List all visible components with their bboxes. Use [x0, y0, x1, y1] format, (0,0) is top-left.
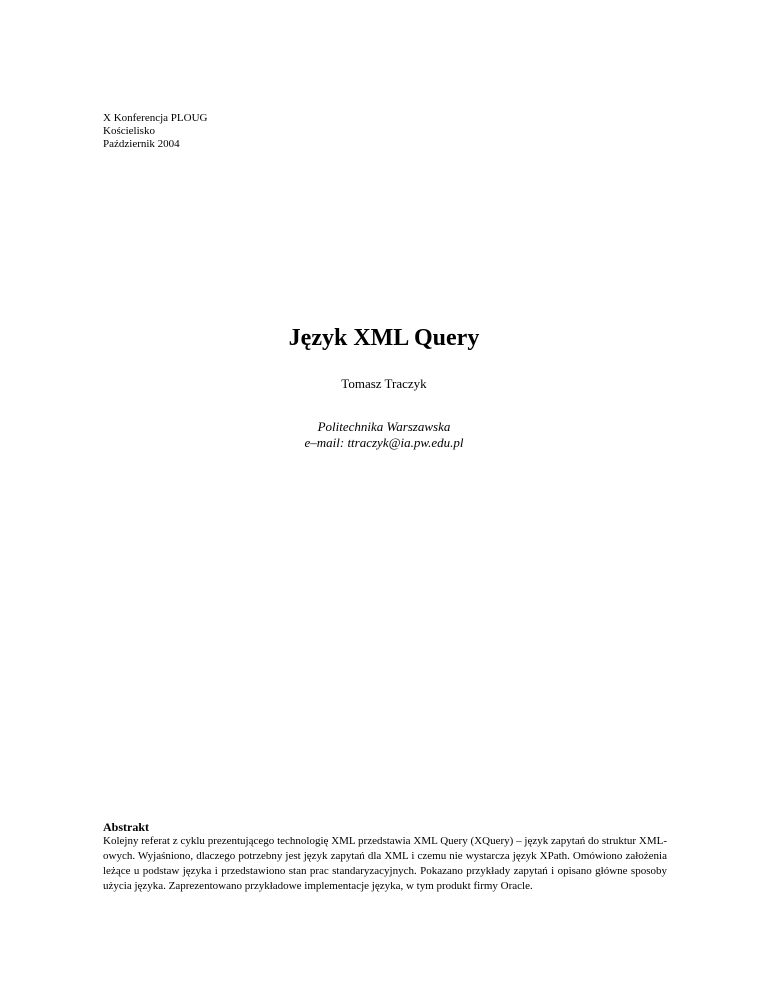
paper-title: Język XML Query [288, 325, 480, 351]
conference-location: Kościelisko [103, 125, 155, 137]
conference-header [103, 112, 207, 151]
paper-author: Tomasz Traczyk [341, 376, 427, 391]
author-email: e–mail: ttraczyk@ia.pw.edu.pl [304, 435, 464, 450]
abstract-text: Kolejny referat z cyklu prezentującego technologię XML przedstawia XML Query (XQuery) – język zapytań do struktur XML-owych. Wyjaśniono, dlaczego potrzebny jest język zapytań dla XML i czemu nie wystarcza język XPath. Omówiono założenia leżące u podstaw języka i przedstawiono stan prac standaryzacyjnych. Pokazano przykłady zapytań i opisano główne sposoby użycia języka. Zaprezentowano przykładowe implementacje języka, w tym produkt firmy Oracle. [103, 835, 667, 892]
conference-name: X Konferencja PLOUG [103, 112, 208, 124]
conference-date: Październik 2004 [103, 138, 180, 150]
abstract-heading: Abstrakt [103, 820, 150, 834]
author-institution: Politechnika Warszawska [317, 419, 451, 434]
author-affiliation [0, 419, 768, 451]
